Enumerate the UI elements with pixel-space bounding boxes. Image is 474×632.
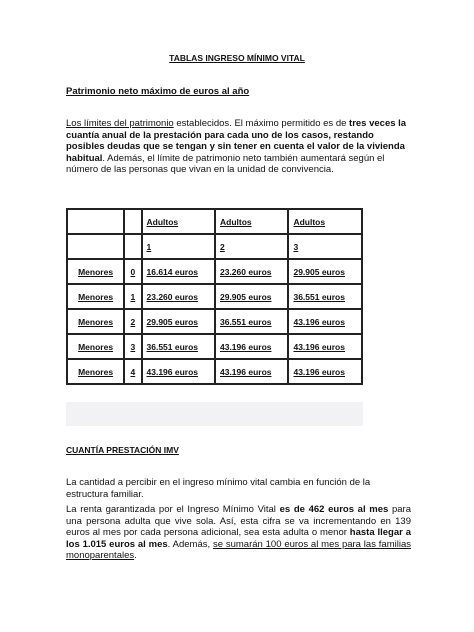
patrimonio-link[interactable]: Los límites del patrimonio	[66, 118, 174, 129]
table-cell: 23.260 euros	[142, 284, 215, 309]
table-row	[67, 359, 362, 384]
paragraph-text: para una persona adulta que vive sola. Así, esta cifra se va incrementando en 139 euros al mes por cada persona adicional, sea esta adulta o menor	[66, 504, 411, 538]
paragraph-text: La renta garantizada por el Ingreso Mínimo Vital	[66, 504, 280, 515]
paragraph-renta	[66, 504, 411, 562]
table-header-row	[67, 209, 362, 234]
paragraph-text: establecidos. El máximo permitido es de	[173, 118, 350, 129]
table-cell: 29.905 euros	[288, 259, 362, 284]
table-cell: 43.196 euros	[288, 359, 362, 384]
table-cell: 43.196 euros	[288, 334, 362, 359]
paragraph-estructura: La cantidad a percibir en el ingreso mínimo vital cambia en función de la estructura familiar.	[66, 477, 371, 500]
table-row	[67, 309, 362, 334]
table-empty-cell	[124, 234, 141, 259]
table-cell: 43.196 euros	[215, 359, 288, 384]
paragraph-bold-text: es de 462 euros al mes	[279, 504, 389, 515]
row-index: 0	[124, 259, 141, 284]
paragraph-bold-text: tres veces la cuantía anual de la prestación para cada uno de los casos, restando posibles deudas que se tengan y sin tener en cuenta el valor de la vivienda habitual	[66, 118, 407, 164]
table-row	[67, 259, 362, 284]
table-cell: 36.551 euros	[288, 284, 362, 309]
paragraph-text: .	[134, 550, 137, 561]
table-corner-cell	[124, 209, 141, 234]
table-cell: 23.260 euros	[215, 259, 288, 284]
row-index: 1	[124, 284, 141, 309]
header-adultos: Adultos	[142, 209, 215, 234]
table-cell: 43.196 euros	[215, 334, 288, 359]
row-index: 3	[124, 334, 141, 359]
table-cell: 36.551 euros	[142, 334, 215, 359]
row-label: Menores	[67, 309, 124, 334]
table-row	[67, 284, 362, 309]
section-heading-patrimonio: Patrimonio neto máximo de euros al año	[66, 86, 250, 97]
adult-count: 2	[215, 234, 288, 259]
row-label: Menores	[67, 334, 124, 359]
paragraph-patrimonio	[66, 118, 411, 176]
table-cell: 43.196 euros	[288, 309, 362, 334]
monoparentales-link[interactable]: se sumarán 100 euros al mes para las familias monoparentales	[66, 538, 411, 561]
document-title: TABLAS INGRESO MÍNIMO VITAL	[169, 53, 305, 63]
table-empty-cell	[67, 234, 124, 259]
section-heading-cuantia: CUANTÍA PRESTACIÓN IMV	[66, 445, 179, 455]
row-label: Menores	[67, 359, 124, 384]
row-label: Menores	[67, 284, 124, 309]
row-index: 4	[124, 359, 141, 384]
table-cell: 16.614 euros	[142, 259, 215, 284]
table-cell: 36.551 euros	[215, 309, 288, 334]
header-adultos: Adultos	[288, 209, 362, 234]
paragraph-text: . Además, el límite de patrimonio neto también aumentará según el número de las personas que vivan en la unidad de convivencia.	[66, 152, 385, 175]
row-label: Menores	[67, 259, 124, 284]
patrimonio-table	[66, 208, 363, 385]
adult-count: 1	[142, 234, 215, 259]
table-row	[67, 334, 362, 359]
row-index: 2	[124, 309, 141, 334]
paragraph-text: . Además,	[167, 538, 213, 550]
table-footer-shading	[66, 402, 363, 426]
adult-count: 3	[288, 234, 362, 259]
table-count-row	[67, 234, 362, 259]
table-cell: 29.905 euros	[142, 309, 215, 334]
paragraph-bold-text: hasta llegar a los 1.015 euros al mes	[66, 527, 411, 550]
table-corner-cell	[67, 209, 124, 234]
table-cell: 43.196 euros	[142, 359, 215, 384]
table-cell: 29.905 euros	[215, 284, 288, 309]
header-adultos: Adultos	[215, 209, 288, 234]
